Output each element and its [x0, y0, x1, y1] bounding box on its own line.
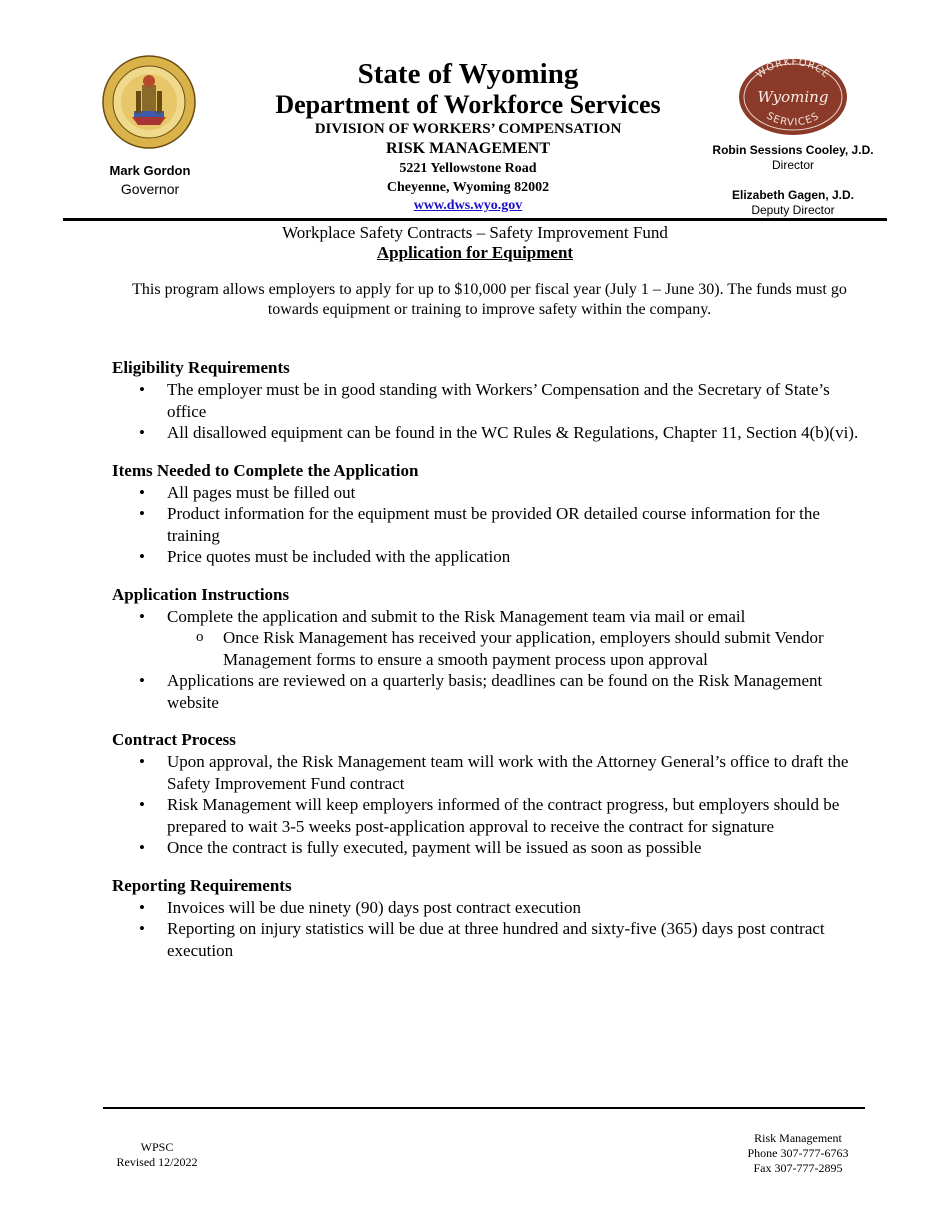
- section-contract-process: [112, 729, 872, 859]
- section-eligibility: [112, 357, 872, 444]
- letterhead: [238, 58, 698, 214]
- director-name: Robin Sessions Cooley, J.D.: [712, 143, 874, 157]
- list-item: • All pages must be filled out: [112, 482, 872, 504]
- unit-name: RISK MANAGEMENT: [385, 140, 550, 157]
- address-line-2: Cheyenne, Wyoming 82002: [386, 180, 550, 195]
- list-item: • Upon approval, the Risk Management team will work with the Attorney General’s office to draft the Safety Improvement Fund contract: [112, 751, 872, 794]
- svg-text:SERVICES: SERVICES: [764, 110, 822, 129]
- list-item: • Once the contract is fully executed, payment will be issued as soon as possible: [112, 837, 872, 859]
- section-heading: Items Needed to Complete the Application: [112, 460, 419, 480]
- list-item: • Risk Management will keep employers informed of the contract progress, but employers should be prepared to wait 3-5 weeks post-application approval to receive the contract for signature: [112, 794, 872, 837]
- contact-phone: Phone 307-777-6763: [747, 1146, 849, 1160]
- form-code: WPSC: [140, 1140, 174, 1154]
- section-heading: Application Instructions: [112, 584, 290, 604]
- contact-unit: Risk Management: [754, 1131, 842, 1145]
- section-heading: Eligibility Requirements: [112, 358, 290, 377]
- list-item: • Product information for the equipment must be provided OR detailed course information for the training: [112, 503, 872, 546]
- section-heading: Contract Process: [112, 730, 236, 749]
- footer-form-info: [105, 1140, 209, 1170]
- list-item: • Complete the application and submit to the Risk Management team via mail or email: [112, 606, 872, 628]
- workforce-services-logo: [738, 58, 848, 136]
- intro-paragraph: This program allows employers to apply for up to $10,000 per fiscal year (July 1 – June 30). The funds must go towards equipment or training to improve safety within the company.: [132, 281, 847, 318]
- department-name: Department of Workforce Services: [275, 90, 661, 119]
- address-line-1: 5221 Yellowstone Road: [399, 161, 537, 176]
- director-title: Director: [771, 158, 814, 172]
- state-name: State of Wyoming: [357, 58, 579, 90]
- list-item: • The employer must be in good standing with Workers’ Compensation and the Secretary of State’s office: [112, 379, 872, 422]
- deputy-director-name: Elizabeth Gagen, J.D.: [731, 188, 855, 202]
- governor-name: Mark Gordon: [109, 163, 191, 178]
- website-link[interactable]: www.dws.wyo.gov: [413, 198, 523, 213]
- list-item: • Price quotes must be included with the application: [112, 546, 872, 568]
- footer-divider: [103, 1107, 865, 1109]
- section-items-needed: [112, 460, 872, 568]
- list-item: • Applications are reviewed on a quarterly basis; deadlines can be found on the Risk Management website: [112, 670, 872, 713]
- contact-fax: Fax 307-777-2895: [753, 1161, 843, 1175]
- list-item: • Reporting on injury statistics will be due at three hundred and sixty-five (365) days post contract execution: [112, 918, 872, 961]
- program-title: Workplace Safety Contracts – Safety Improvement Fund: [282, 223, 668, 242]
- svg-text:Wyoming: Wyoming: [757, 88, 829, 106]
- footer-contact: [728, 1131, 868, 1176]
- svg-text:WORKFORCE: WORKFORCE: [754, 58, 832, 81]
- list-item: • Invoices will be due ninety (90) days post contract execution: [112, 897, 872, 919]
- section-application-instructions: [112, 584, 872, 714]
- header-divider: [63, 218, 887, 221]
- division-name: DIVISION OF WORKERS’ COMPENSATION: [314, 121, 622, 137]
- document-body: [112, 357, 872, 977]
- deputy-director-title: Deputy Director: [751, 203, 835, 217]
- state-seal-image: [102, 55, 196, 149]
- section-reporting-requirements: [112, 875, 872, 962]
- section-heading: Reporting Requirements: [112, 875, 292, 895]
- governor-title: Governor: [120, 181, 180, 197]
- revision-date: Revised 12/2022: [116, 1155, 198, 1169]
- list-item: • All disallowed equipment can be found in the WC Rules & Regulations, Chapter 11, Section 4(b)(vi).: [112, 422, 872, 444]
- form-title: Application for Equipment: [376, 243, 574, 262]
- sub-list-item: o Once Risk Management has received your application, employers should submit Vendor Management forms to ensure a smooth payment process upon approval: [112, 627, 872, 670]
